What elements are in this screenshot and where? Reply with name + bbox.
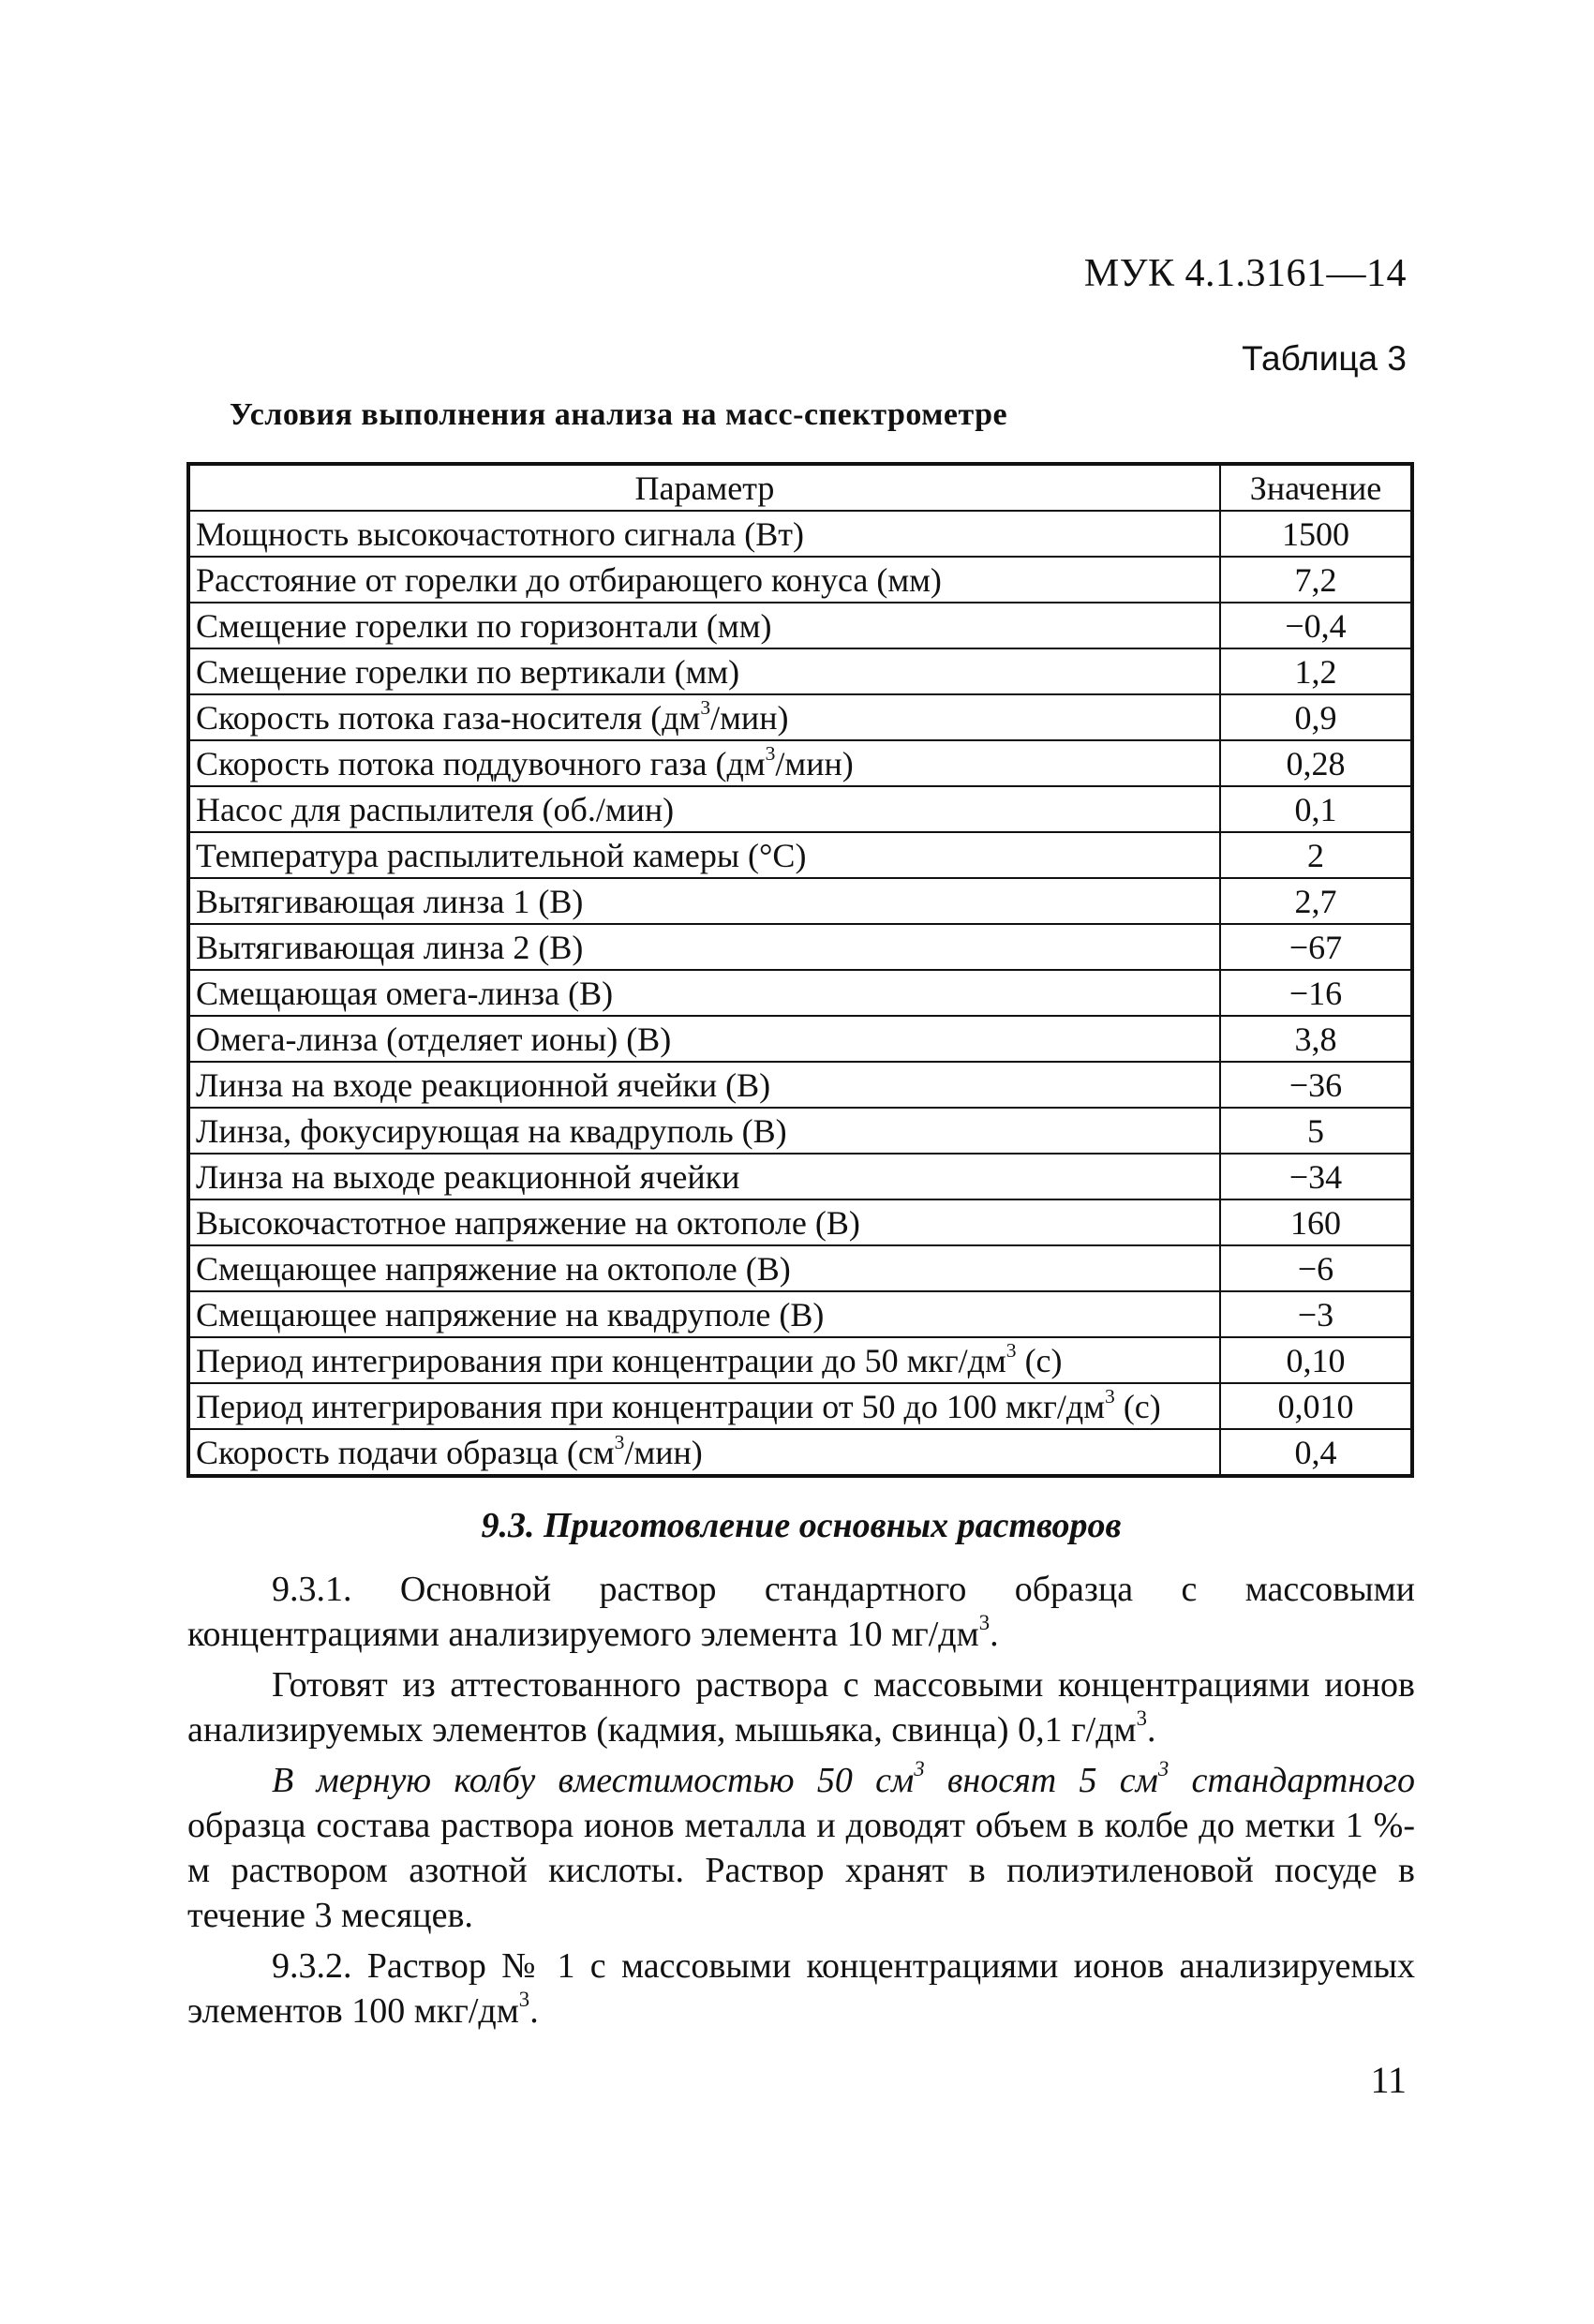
param-name: Скорость потока поддувочного газа $(дм^3/мин)$ bbox=[188, 740, 1220, 786]
param-name: Омега-линза (отделяет ионы) (В) bbox=[188, 1016, 1220, 1062]
table-row bbox=[188, 1337, 1412, 1383]
param-value: 2 bbox=[1220, 832, 1412, 878]
table-row bbox=[188, 786, 1412, 832]
table-row bbox=[188, 1016, 1412, 1062]
param-name: Смещающее напряжение на квадруполе (В) bbox=[188, 1291, 1220, 1337]
param-name: Период интегрирования при концентрации от 50 до 100 мкг/$дм^3$ (с) bbox=[188, 1383, 1220, 1429]
param-name: Смещение горелки по горизонтали (мм) bbox=[188, 603, 1220, 648]
param-name: Вытягивающая линза 1 (В) bbox=[188, 878, 1220, 924]
column-header-value: Значение bbox=[1220, 464, 1412, 511]
table-row bbox=[188, 1383, 1412, 1429]
paragraph-procedure: В мерную колбу вместимостью 50 $см^3$ вносят 5 $см^3$ стандартного образца состава раствора ионов металла и доводят объем в колбе до метки 1 %-м раствором азотной кислоты. Раствор хранят в полиэтиленовой посуде в течение 3 месяцев. bbox=[187, 1756, 1416, 1935]
table-row bbox=[188, 1062, 1412, 1108]
param-value: −3 bbox=[1220, 1291, 1412, 1337]
param-name: Смещающее напряжение на октополе (В) bbox=[188, 1245, 1220, 1291]
param-name: Период интегрирования при концентрации до 50 мкг/$дм^3$ (с) bbox=[188, 1337, 1220, 1383]
param-name: Насос для распылителя (об./мин) bbox=[188, 786, 1220, 832]
param-name: Смещающая омега-линза (В) bbox=[188, 970, 1220, 1016]
param-value: −0,4 bbox=[1220, 603, 1412, 648]
table-row bbox=[188, 878, 1412, 924]
param-value: −67 bbox=[1220, 924, 1412, 970]
param-value: 1,2 bbox=[1220, 648, 1412, 694]
param-value: 2,7 bbox=[1220, 878, 1412, 924]
body-text bbox=[187, 1567, 1415, 2039]
param-name: Смещение горелки по вертикали (мм) bbox=[188, 648, 1220, 694]
param-value: 0,10 bbox=[1220, 1337, 1412, 1383]
column-header-param: Параметр bbox=[188, 464, 1220, 511]
table-row bbox=[188, 970, 1412, 1016]
table-row bbox=[188, 648, 1412, 694]
param-name: Линза на входе реакционной ячейки (В) bbox=[188, 1062, 1220, 1108]
table-row bbox=[188, 511, 1412, 557]
param-name: Линза, фокусирующая на квадруполь (В) bbox=[188, 1108, 1220, 1154]
param-value: 160 bbox=[1220, 1199, 1412, 1245]
param-name: Расстояние от горелки до отбирающего конуса (мм) bbox=[188, 557, 1220, 603]
table-label: Таблица 3 bbox=[1242, 339, 1407, 378]
param-name: Вытягивающая линза 2 (В) bbox=[188, 924, 1220, 970]
param-name: Скорость подачи образца $(см^3/мин)$ bbox=[188, 1429, 1220, 1476]
table-row bbox=[188, 1429, 1412, 1476]
paragraph-9-3-2: 9.3.2. Раствор № 1 с массовыми концентрациями ионов анализируемых элементов 100 мкг/$дм^3$. bbox=[187, 1946, 1415, 2031]
page-number: 11 bbox=[1370, 2059, 1407, 2101]
document-code: МУК 4.1.3161—14 bbox=[1083, 252, 1407, 295]
table-row bbox=[188, 740, 1412, 786]
param-name: Температура распылительной камеры (°С) bbox=[188, 832, 1220, 878]
paragraph-9-3-1: 9.3.1. Основной раствор стандартного образца с массовыми концентрациями анализируемого элемента 10 $мг/дм^3$. bbox=[187, 1570, 1415, 1654]
table-header-row bbox=[188, 464, 1412, 511]
table-row bbox=[188, 1199, 1412, 1245]
section-heading: 9.3. Приготовление основных растворов bbox=[481, 1506, 1122, 1545]
param-name: Линза на выходе реакционной ячейки bbox=[188, 1154, 1220, 1199]
param-value: 1500 bbox=[1220, 511, 1412, 557]
param-value: 7,2 bbox=[1220, 557, 1412, 603]
param-value: −34 bbox=[1220, 1154, 1412, 1199]
param-name: Мощность высокочастотного сигнала (Вт) bbox=[188, 511, 1220, 557]
table-row bbox=[188, 1245, 1412, 1291]
table-title: Условия выполнения анализа на масс-спектрометре bbox=[229, 397, 1008, 432]
parameters-table bbox=[186, 462, 1414, 1478]
param-value: −36 bbox=[1220, 1062, 1412, 1108]
param-value: −16 bbox=[1220, 970, 1412, 1016]
param-name: Высокочастотное напряжение на октополе (В) bbox=[188, 1199, 1220, 1245]
table-row bbox=[188, 1154, 1412, 1199]
param-value: 0,1 bbox=[1220, 786, 1412, 832]
table-row bbox=[188, 1291, 1412, 1337]
param-value: 0,010 bbox=[1220, 1383, 1412, 1429]
table-row bbox=[188, 924, 1412, 970]
table-row bbox=[188, 694, 1412, 740]
table-row bbox=[188, 1108, 1412, 1154]
table-row bbox=[188, 603, 1412, 648]
param-value: 0,28 bbox=[1220, 740, 1412, 786]
param-value: 5 bbox=[1220, 1108, 1412, 1154]
param-value: −6 bbox=[1220, 1245, 1412, 1291]
table-row bbox=[188, 557, 1412, 603]
param-value: 0,4 bbox=[1220, 1429, 1412, 1476]
param-name: Скорость потока газа-носителя $(дм^3/мин)$ bbox=[188, 694, 1220, 740]
paragraph-preparation: Готовят из аттестованного раствора с массовыми концентрациями ионов анализируемых элементов (кадмия, мышьяка, свинца) 0,1 $г/дм^3$. bbox=[187, 1665, 1415, 1750]
table-row bbox=[188, 832, 1412, 878]
param-value: 0,9 bbox=[1220, 694, 1412, 740]
param-value: 3,8 bbox=[1220, 1016, 1412, 1062]
